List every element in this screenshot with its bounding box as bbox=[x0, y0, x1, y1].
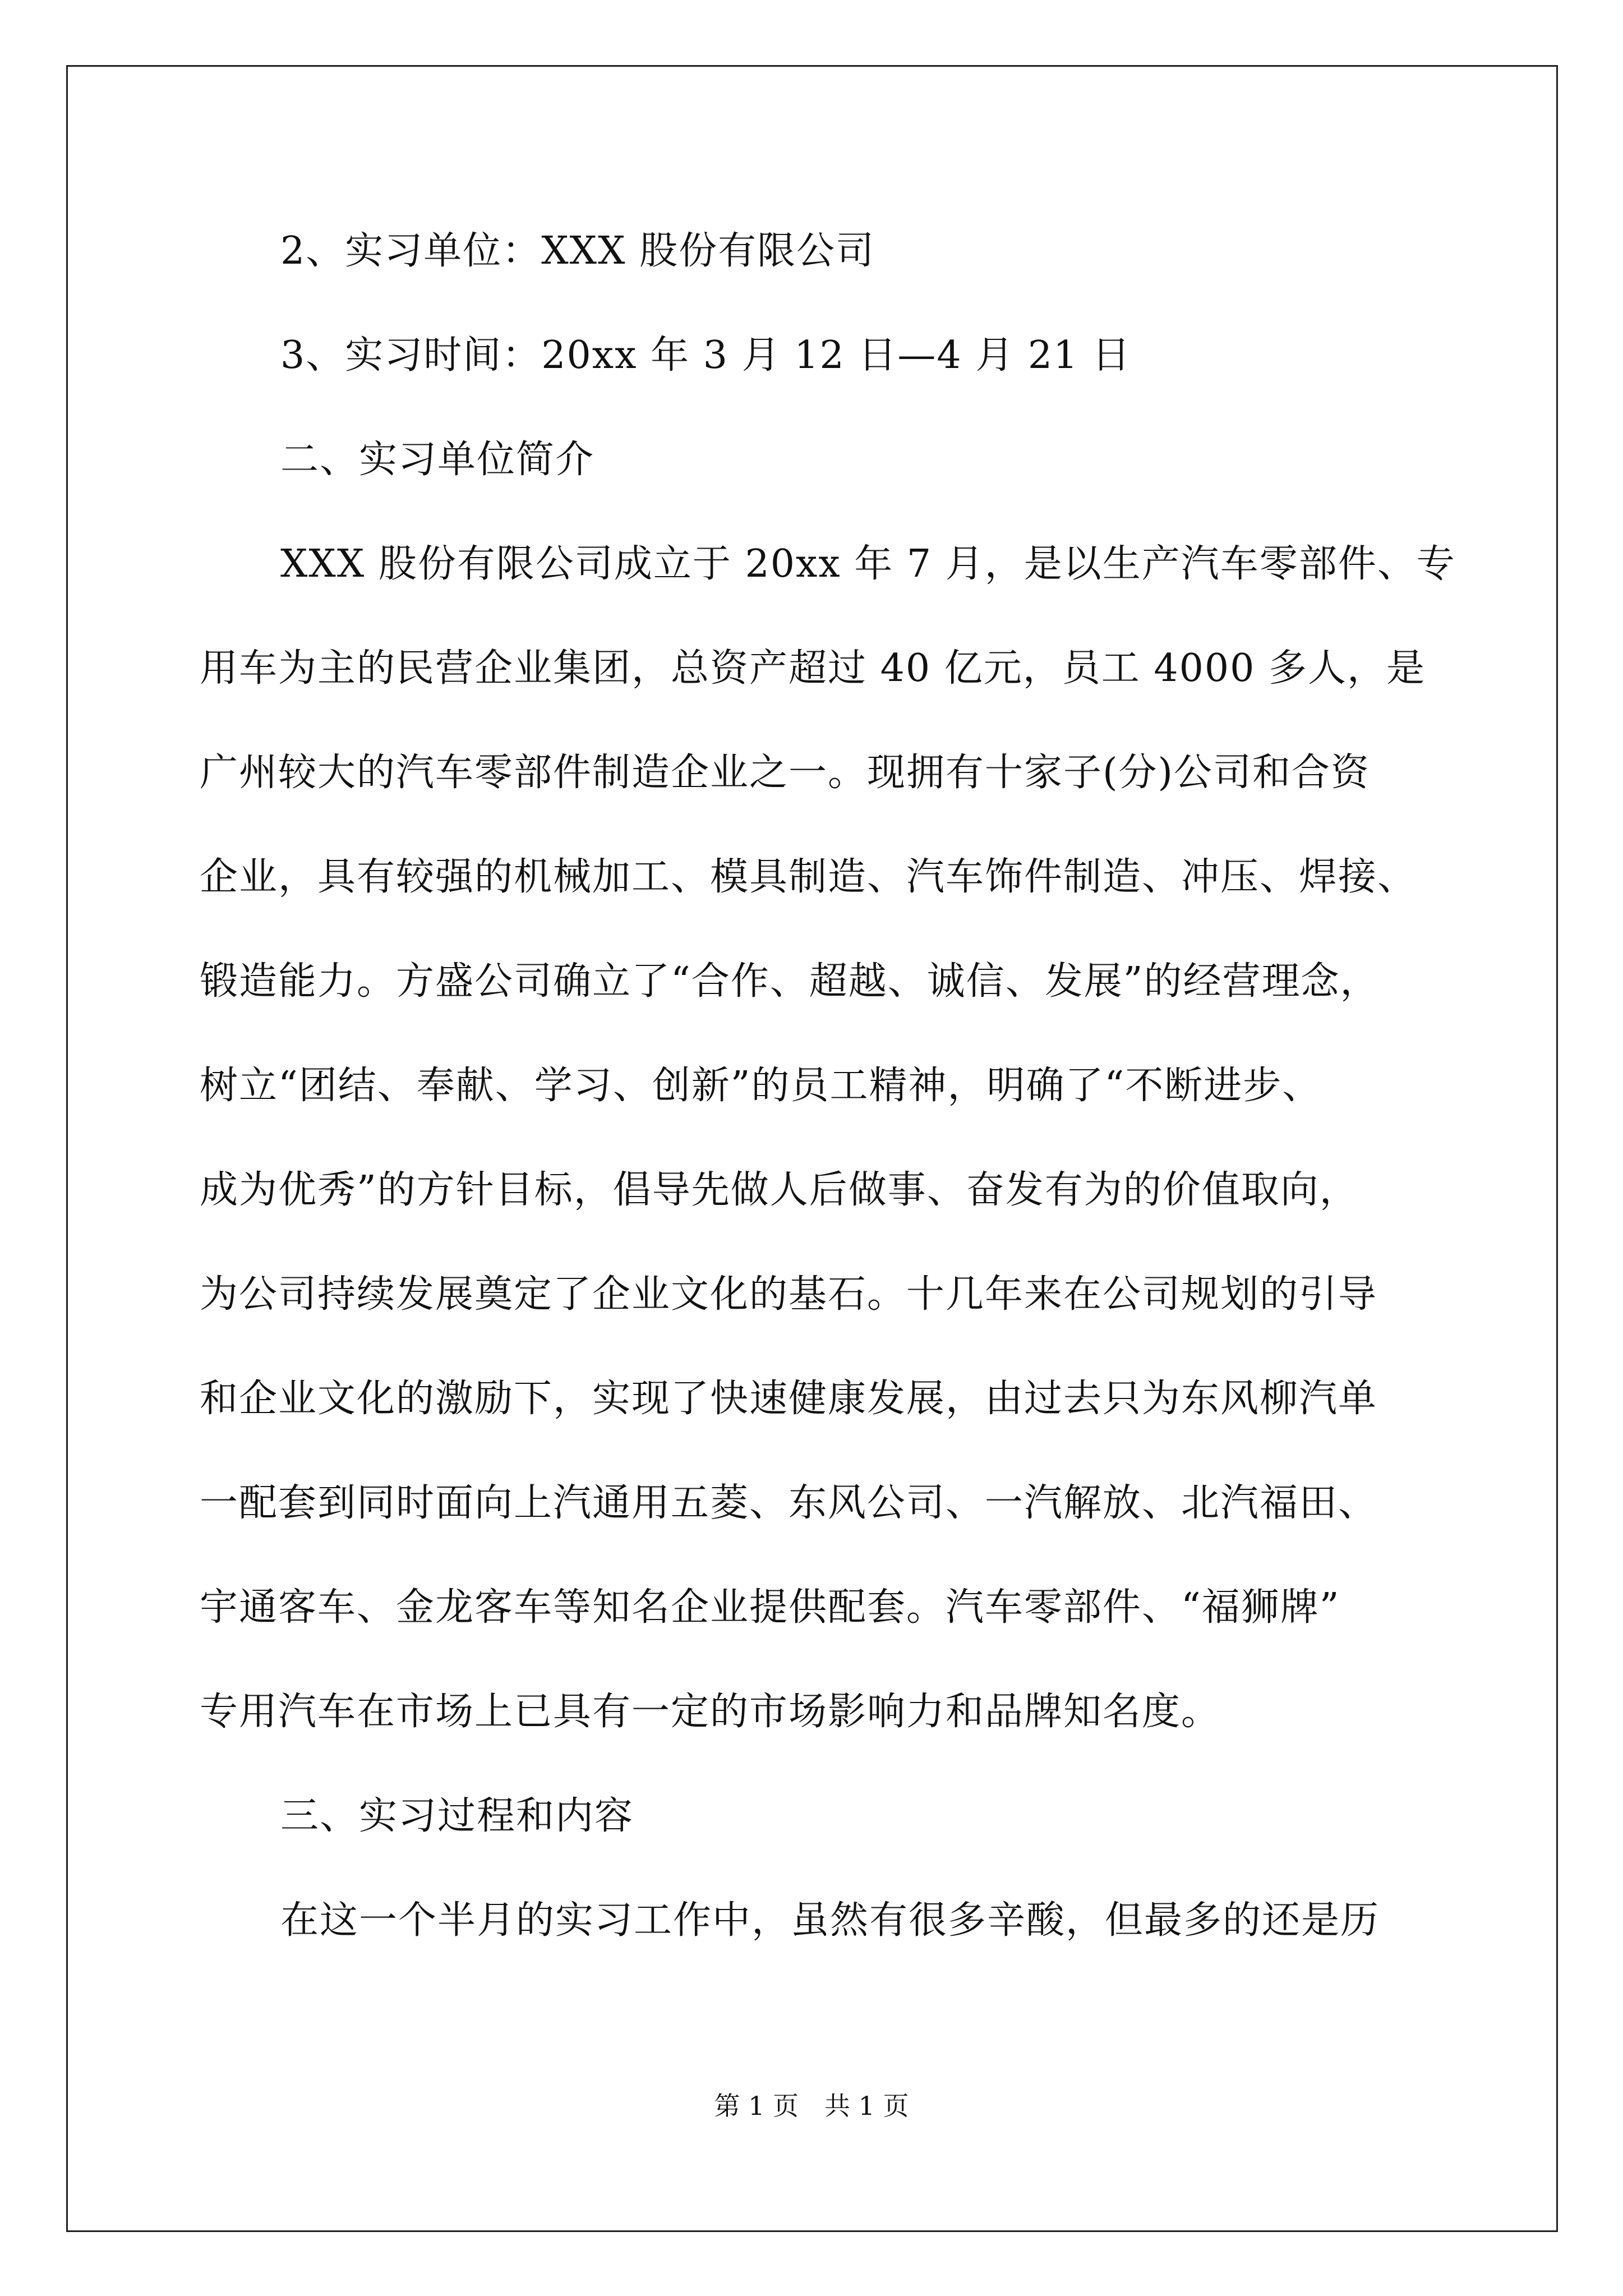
paragraph-line: 锻造能力。方盛公司确立了“合作、超越、诚信、发展”的经营理念， bbox=[200, 959, 1380, 1004]
paragraph-line: 专用汽车在市场上已具有一定的市场影响力和品牌知名度。 bbox=[200, 1690, 1221, 1734]
paragraph-line: 一配套到同时面向上汽通用五菱、东风公司、一汽解放、北汽福田、 bbox=[200, 1481, 1378, 1525]
paragraph-line: 企业，具有较强的机械加工、模具制造、汽车饰件制造、冲压、焊接、 bbox=[200, 855, 1417, 899]
paragraph-line: 广州较大的汽车零部件制造企业之一。现拥有十家子(分)公司和合资 bbox=[200, 751, 1371, 795]
section-heading-process: 三、实习过程和内容 bbox=[280, 1794, 634, 1838]
internship-time-line: 3、实习时间：20xx 年 3 月 12 日—4 月 21 日 bbox=[280, 333, 1131, 378]
paragraph-line: 成为优秀”的方针目标，倡导先做人后做事、奋发有为的价值取向， bbox=[200, 1168, 1359, 1212]
section-heading-unit-intro: 二、实习单位简介 bbox=[280, 438, 595, 482]
paragraph-line: 树立“团结、奉献、学习、创新”的员工精神，明确了“不断进步、 bbox=[200, 1064, 1322, 1108]
internship-unit-line: 2、实习单位：XXX 股份有限公司 bbox=[280, 229, 875, 273]
paragraph-line: 在这一个半月的实习工作中，虽然有很多辛酸，但最多的还是历 bbox=[280, 1898, 1380, 1943]
paragraph-line: XXX 股份有限公司成立于 20xx 年 7 月，是以生产汽车零部件、专 bbox=[280, 542, 1456, 586]
paragraph-line: 和企业文化的激励下，实现了快速健康发展，由过去只为东风柳汽单 bbox=[200, 1377, 1378, 1421]
page-footer: 第 1 页 共 1 页 bbox=[714, 2091, 909, 2121]
paragraph-line: 为公司持续发展奠定了企业文化的基石。十几年来在公司规划的引导 bbox=[200, 1272, 1378, 1317]
paragraph-line: 用车为主的民营企业集团，总资产超过 40 亿元，员工 4000 多人，是 bbox=[200, 646, 1426, 691]
paragraph-line: 宇通客车、金龙客车等知名企业提供配套。汽车零部件、“福狮牌” bbox=[200, 1585, 1340, 1630]
